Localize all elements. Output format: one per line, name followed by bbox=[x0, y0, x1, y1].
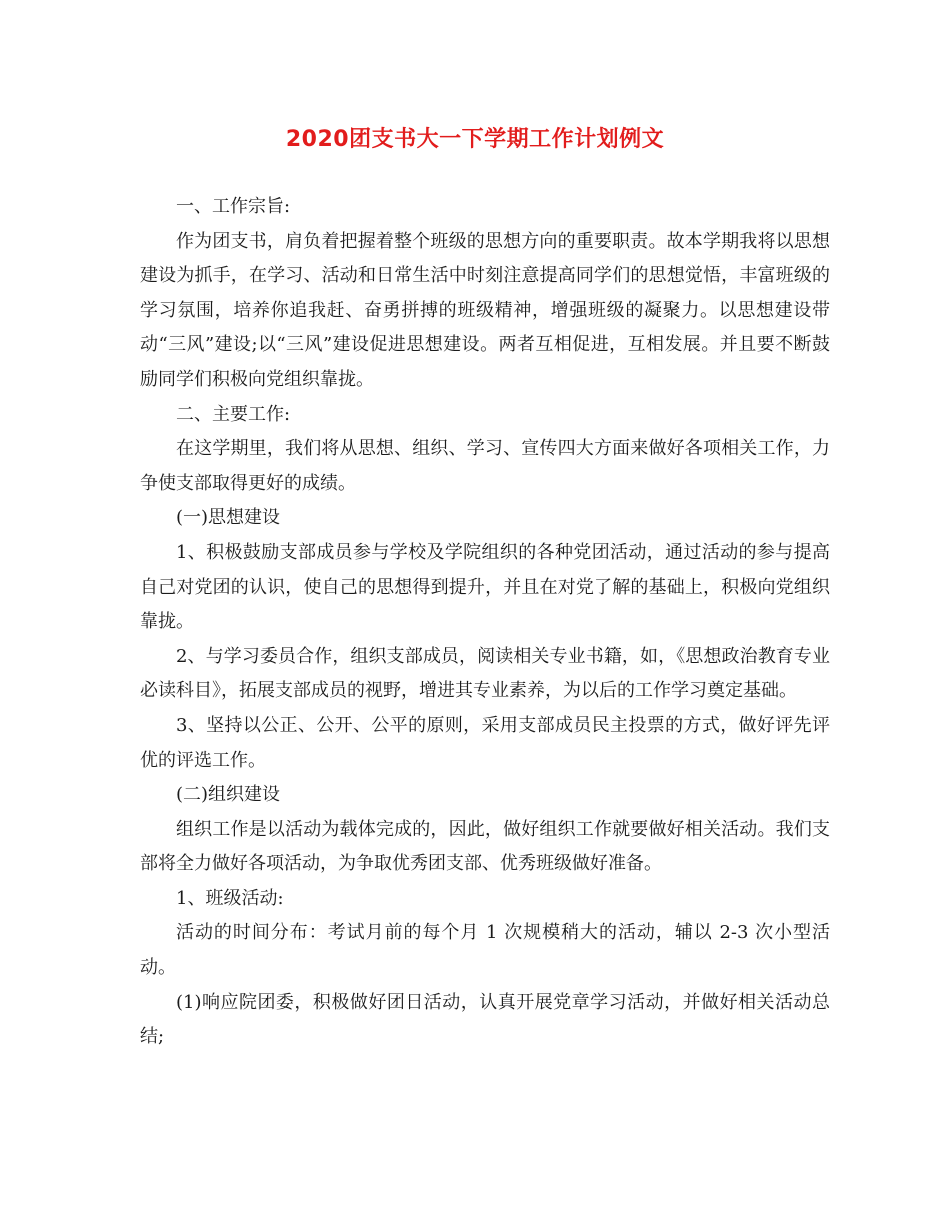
section-heading-purpose: 一、工作宗旨: bbox=[176, 196, 291, 217]
document-body bbox=[140, 190, 830, 1055]
paragraph: 在这学期里，我们将从思想、组织、学习、宣传四大方面来做好各项相关工作，力争使支部取得更好的成绩。 bbox=[140, 438, 830, 494]
document-title: 2020团支书大一下学期工作计划例文 bbox=[285, 127, 665, 152]
section-heading-main-work: 二、主要工作: bbox=[176, 403, 291, 425]
list-item: (1)响应院团委，积极做好团日活动，认真开展党章学习活动，并做好相关活动总结; bbox=[140, 991, 830, 1048]
paragraph: 组织工作是以活动为载体完成的，因此，做好组织工作就要做好相关活动。我们支部将全力做好各项活动，为争取优秀团支部、优秀班级做好准备。 bbox=[140, 818, 830, 875]
list-item-heading: 1、班级活动: bbox=[176, 887, 284, 909]
subsection-heading-organization: (二)组织建设 bbox=[176, 784, 281, 806]
paragraph: 活动的时间分布：考试月前的每个月 1 次规模稍大的活动，辅以 2-3 次小型活动。 bbox=[140, 922, 830, 979]
paragraph: 作为团支书，肩负着把握着整个班级的思想方向的重要职责。故本学期我将以思想建设为抓手，在学习、活动和日常生活中时刻注意提高同学们的思想觉悟，丰富班级的学习氛围，培养你追我赶、奋勇拼搏的班级精神，增强班级的凝聚力。以思想建设带动“三风”建设;以“三风”建设促进思想建设。两者互相促进，互相发展。并且要不断鼓励同学们积极向党组织靠拢。 bbox=[140, 230, 830, 390]
list-item: 3、坚持以公正、公开、公平的原则，采用支部成员民主投票的方式，做好评先评优的评选工作。 bbox=[140, 714, 830, 771]
list-item: 1、积极鼓励支部成员参与学校及学院组织的各种党团活动，通过活动的参与提高自己对党团的认识，使自己的思想得到提升，并且在对党了解的基础上，积极向党组织靠拢。 bbox=[140, 541, 830, 633]
subsection-heading-ideology: (一)思想建设 bbox=[176, 507, 281, 529]
list-item: 2、与学习委员合作，组织支部成员，阅读相关专业书籍，如，《思想政治教育专业必读科目》，拓展支部成员的视野，增进其专业素养，为以后的工作学习奠定基础。 bbox=[140, 645, 830, 702]
